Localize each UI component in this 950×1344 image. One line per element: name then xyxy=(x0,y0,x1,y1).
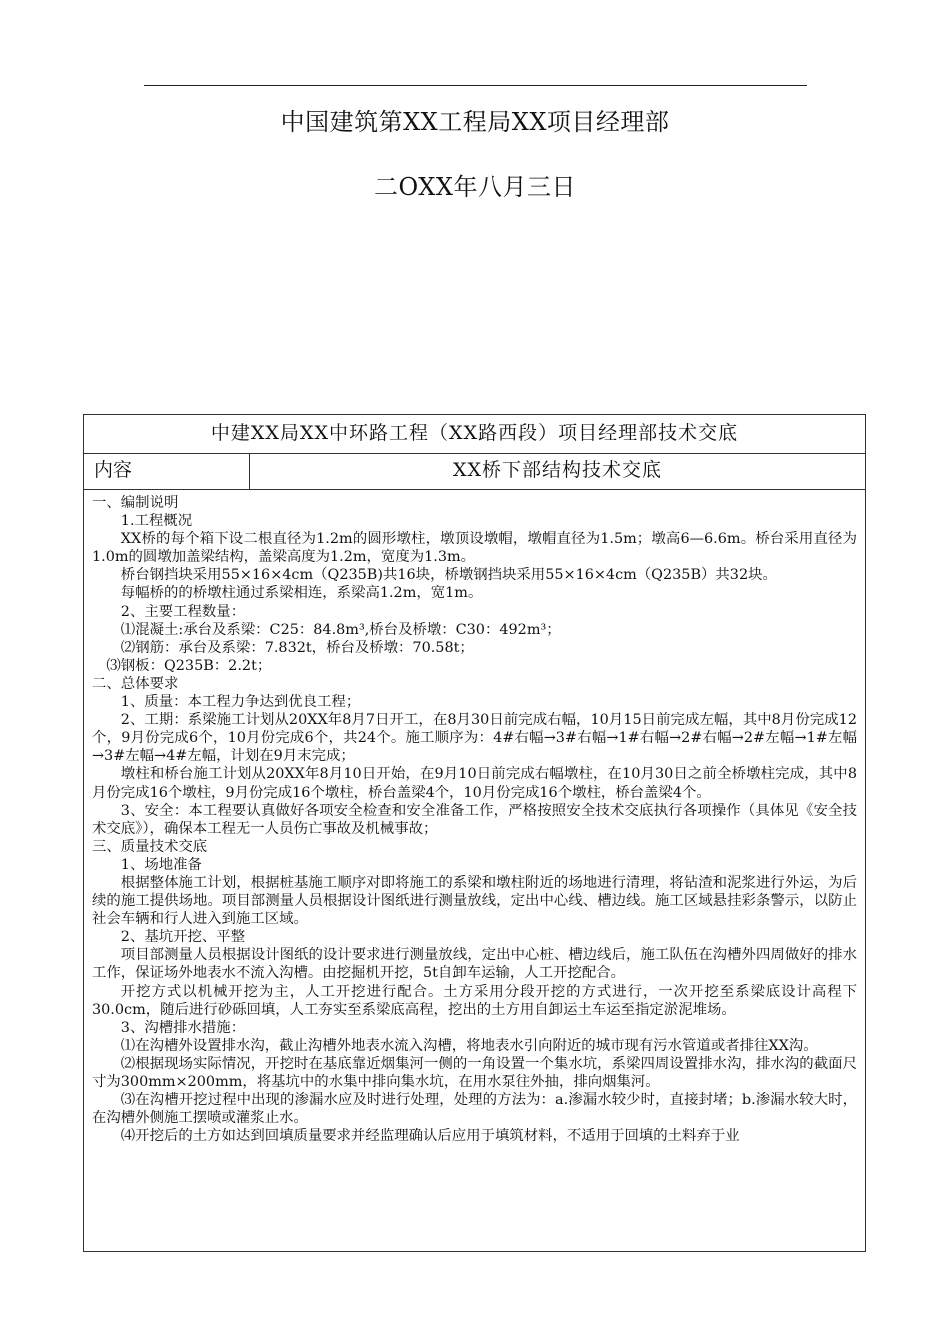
top-rule xyxy=(144,85,807,86)
subsection-heading: 1.工程概况 xyxy=(120,513,193,530)
subsection-heading: 1、场地准备 xyxy=(120,856,202,873)
section-heading: 二、总体要求 xyxy=(92,675,179,692)
drainage-item: ⑴在沟槽外设置排水沟，截止沟槽外地表水流入沟槽，将地表水引向附近的城市现有污水管道或者排往XX沟。 xyxy=(120,1037,818,1054)
paragraph: 桥台钢挡块采用55×16×4cm（Q235B)共16块，桥墩钢挡块采用55×16×4cm（Q235B）共32块。 xyxy=(120,567,777,584)
paragraph: XX桥的每个箱下设二根直径为1.2m的圆形墩柱，墩顶设墩帽，墩帽直径为1.5m；墩高6—6.6m。桥台采用直径为1.0m的圆墩加盖梁结构，盖梁高度为1.2m，宽度为1.3m。 xyxy=(92,531,857,566)
table-title: 中建XX局XX中环路工程（XX路西段）项目经理部技术交底 xyxy=(84,415,865,454)
quantity-item: ⑴混凝土:承台及系梁：C25：84.8m³,桥台及桥墩：C30：492m³； xyxy=(120,621,561,638)
section-heading: 三、质量技术交底 xyxy=(92,838,208,855)
paragraph: 1、质量：本工程力争达到优良工程； xyxy=(120,694,361,711)
content-label: 内容 xyxy=(84,454,250,489)
content-value: XX桥下部结构技术交底 xyxy=(452,459,663,481)
paragraph: 根据整体施工计划，根据桩基施工顺序对即将施工的系梁和墩柱附近的场地进行清理，将钻渣和泥浆进行外运，为后续的施工提供场地。项目部测量人员根据设计图纸进行测量放线，定出中心线、槽边线。施工区域悬挂彩条警示，以防止社会车辆和行人进入到施工区域。 xyxy=(92,874,857,928)
section-heading: 一、编制说明 xyxy=(92,495,179,511)
quantity-item: ⑵钢筋：承台及系梁：7.832t，桥台及桥墩：70.58t； xyxy=(120,639,474,656)
drainage-item: ⑶在沟槽开挖过程中出现的渗漏水应及时进行处理，处理的方法为：a.渗漏水较少时，直接封堵；b.渗漏水较大时，在沟槽外侧施工摆喷或灌浆止水。 xyxy=(92,1092,857,1127)
paragraph: 项目部测量人员根据设计图纸的设计要求进行测量放线，定出中心桩、槽边线后，施工队伍在沟槽外四周做好的排水工作，保证场外地表水不流入沟槽。由挖掘机开挖，5t自卸车运输，人工开挖配合。 xyxy=(92,947,857,982)
content-row xyxy=(84,454,865,490)
disclosure-body xyxy=(84,490,865,1145)
quantity-item: ⑶钢板：Q235B：2.2t； xyxy=(106,657,272,674)
subsection-heading: 2、基坑开挖、平整 xyxy=(120,929,246,946)
subsection-heading: 3、沟槽排水措施： xyxy=(120,1019,246,1036)
disclosure-table xyxy=(83,414,866,1252)
paragraph: 开挖方式以机械开挖为主，人工开挖进行配合。土方采用分段开挖的方式进行，一次开挖至系梁底设计高程下30.0cm，随后进行砂砾回填，人工夯实至系梁底高程，挖出的土方用自卸运土车运至指定淤泥堆场。 xyxy=(92,983,857,1018)
paragraph: 每幅桥的的桥墩柱通过系梁相连，系梁高1.2m，宽1m。 xyxy=(120,585,483,602)
subsection-heading: 2、主要工程数量： xyxy=(120,603,246,620)
drainage-item: ⑵根据现场实际情况，开挖时在基底靠近烟集河一侧的一角设置一个集水坑，系梁四周设置排水沟，排水沟的截面尺寸为300mm×200mm，将基坑中的水集中排向集水坑，在用水泵往外抽，排向烟集河。 xyxy=(92,1055,857,1090)
paragraph: 3、安全：本工程要认真做好各项安全检查和安全准备工作，严格按照安全技术交底执行各项操作（具体见《安全技术交底》），确保本工程无一人员伤亡事故及机械事故； xyxy=(92,802,857,837)
document-date: 二OXX年八月三日 xyxy=(374,173,576,201)
paragraph: 墩柱和桥台施工计划从20XX年8月10日开始，在9月10日前完成右幅墩柱，在10月30日之前全桥墩柱完成，其中8月份完成16个墩柱，9月份完成16个墩柱，桥台盖梁4个，10月份完成16个墩柱，桥台盖梁4个。 xyxy=(92,766,857,801)
drainage-item: ⑷开挖后的土方如达到回填质量要求并经监理确认后应用于填筑材料，不适用于回填的土料弃于业 xyxy=(120,1128,740,1145)
paragraph: 2、工期：系梁施工计划从20XX年8月7日开工，在8月30日前完成右幅，10月15日前完成左幅，其中8月份完成12个，9月份完成6个，10月份完成6个，共24个。施工顺序为：4#右幅→3#右幅→1#右幅→2#右幅→2#左幅→1#左幅→3#左幅→4#左幅，计划在9月末完成； xyxy=(92,712,857,765)
organization-title: 中国建筑第XX工程局XX项目经理部 xyxy=(280,108,670,136)
